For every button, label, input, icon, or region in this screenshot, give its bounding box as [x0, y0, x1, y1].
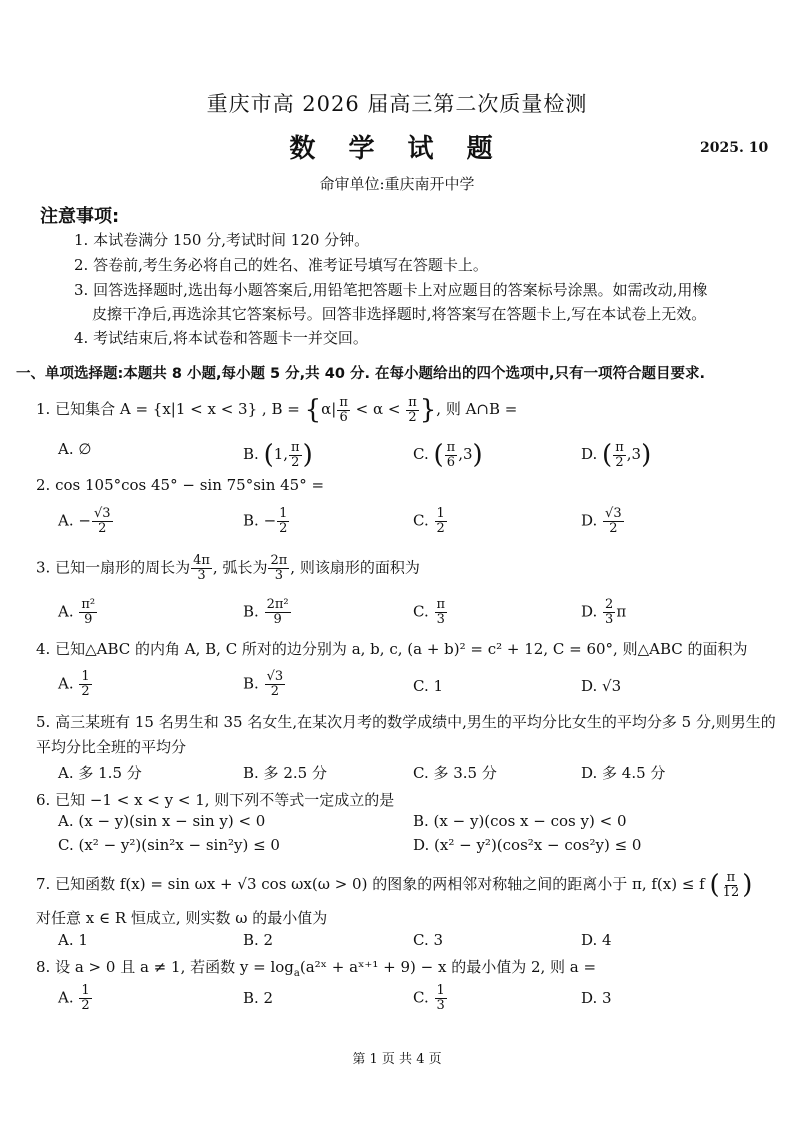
section-heading: 一、单项选择题:本题共 8 小题,每小题 5 分,共 40 分. 在每小题给出的四个选项中,只有一项符合题目要求. — [16, 366, 706, 382]
notice-item: 皮擦干净后,再选涂其它答案标号。回答非选择题时,将答案写在答题卡上,写在本试卷上无效。 — [92, 305, 707, 323]
question-5-option-a: A. 多 1.5 分 — [58, 764, 142, 782]
fraction: $\frac{√3}{2}$ — [605, 506, 622, 536]
fraction: $\frac{1}{2}$ — [81, 983, 90, 1013]
question-6-option-b: B. (x − y)(cos x − cos y) < 0 — [413, 812, 627, 830]
fraction: $\frac{\pi}{6}$ — [446, 439, 456, 470]
question-1-option-c: C. ( $\frac{\pi}{6}$ ,3) — [413, 439, 483, 470]
page-footer: 第 1 页 共 4 页 — [352, 1052, 442, 1067]
question-1-option-b: B. (1, $\frac{\pi}{2}$ ) — [243, 439, 313, 470]
question-1-option-a: A. ∅ — [58, 440, 92, 458]
fraction: $\frac{√3}{2}$ — [266, 669, 284, 699]
question-8-option-a: A. $\frac{1}{2}$ — [58, 983, 90, 1013]
question-5-option-b: B. 多 2.5 分 — [243, 764, 327, 782]
question-5-option-d: D. 多 4.5 分 — [581, 764, 666, 782]
fraction: $\frac{2}{3}$ — [605, 597, 614, 627]
fraction: $\frac{√3}{2}$ — [93, 506, 111, 536]
question-5-option-c: C. 多 3.5 分 — [413, 764, 497, 782]
question-3-option-b: B. $\frac{\text{2π²}}{9}$ — [243, 597, 289, 627]
question-8-option-b: B. 2 — [243, 989, 274, 1007]
question-6-option-c: C. (x² − y²)(sin²x − sin²y) ≤ 0 — [58, 836, 280, 854]
question-4-option-b: B. $\frac{√3}{2}$ — [243, 669, 284, 699]
question-7-option-c: C. 3 — [413, 931, 444, 949]
question-2-option-d: D. $\frac{√3}{2}$ — [581, 506, 622, 536]
fraction: $\frac{1}{3}$ — [436, 983, 445, 1013]
notice-item: 3. 回答选择题时,选出每小题答案后,用铅笔把答题卡上对应题目的答案标号涂黑。如需改动,用橡 — [74, 281, 708, 299]
notice-item: 4. 考试结束后,将本试卷和答题卡一并交回。 — [74, 329, 368, 347]
question-6-option-a: A. (x − y)(sin x − sin y) < 0 — [58, 812, 266, 830]
question-8-stem: 8. 设 a > 0 且 a ≠ 1, 若函数 $y = \log_a(a^2ˣ$ + aˣ⁺¹ + 9) − x 的最小值为 2, 则 a = — [36, 958, 597, 979]
question-3-option-a: A. $\frac{\text{π²}}{9}$ — [58, 597, 96, 627]
question-2-option-b: B. − $\frac{1}{2}$ — [243, 506, 288, 536]
question-2-option-c: C. $\frac{1}{2}$ — [413, 506, 445, 536]
question-7-option-d: D. 4 — [581, 931, 612, 949]
fraction: $\frac{\pi}{2}$ — [615, 439, 624, 470]
fraction: $\frac{\pi}{3}$ — [436, 597, 446, 627]
question-3-option-d: D. $\frac{2}{3}$ π — [581, 597, 627, 627]
question-1-option-d: D. ( $\frac{\pi}{2}$ ,3) — [581, 439, 652, 470]
question-7-option-b: B. 2 — [243, 931, 274, 949]
fraction: $\frac{4\pi}{3}$ — [193, 553, 210, 583]
fraction: $\frac{\pi}{2}$ — [408, 394, 417, 425]
exam-date: 2025. 10 — [700, 140, 769, 156]
question-3-stem: 3. 已知一扇形的周长为 $\frac{4\pi}{3}$ , 弧长为 $\frac{2\pi}{3}$ , 则该扇形的面积为 — [36, 553, 420, 583]
notice-item: 2. 答卷前,考生务必将自己的姓名、准考证号填写在答题卡上。 — [74, 256, 488, 274]
question-2-stem: 2. cos 105°cos 45° − sin 75°sin 45° = — [36, 476, 325, 494]
setter-unit: 命审单位:重庆南开中学 — [319, 175, 475, 193]
exam-title: 重庆市高 2026 届高三第二次质量检测 — [206, 92, 588, 116]
question-2-option-a: A. − $\frac{√3}{2}$ — [58, 506, 111, 536]
question-3-option-c: C. $\frac{\pi}{3}$ — [413, 597, 446, 627]
subject-title: 数 学 试 题 — [289, 134, 505, 164]
question-7-option-a: A. 1 — [58, 931, 88, 949]
question-1-stem: 1. 已知集合 A = {x|1 < x < 3} , B = {α| $\frac{\pi}{6}$ < α < $\frac{\pi}{2}$ }, 则 A∩B = — [36, 394, 518, 425]
fraction: $\frac{\text{π²}}{9}$ — [81, 597, 96, 627]
question-6-option-d: D. (x² − y²)(cos²x − cos²y) ≤ 0 — [413, 836, 642, 854]
fraction: $\frac{\text{2π²}}{9}$ — [266, 597, 289, 627]
notice-item: 1. 本试卷满分 150 分,考试时间 120 分钟。 — [74, 231, 370, 249]
fraction: $\frac{2\pi}{3}$ — [270, 553, 288, 583]
question-4-option-a: A. $\frac{1}{2}$ — [58, 669, 90, 699]
question-6-stem: 6. 已知 −1 < x < y < 1, 则下列不等式一定成立的是 — [36, 791, 395, 809]
question-4-stem: 4. 已知△ABC 的内角 A, B, C 所对的边分别为 a, b, c, (a + b)² = c² + 12, C = 60°, 则△ABC 的面积为 — [36, 640, 748, 658]
fraction: $\frac{\pi}{6}$ — [339, 394, 348, 425]
fraction: $\frac{1}{2}$ — [436, 506, 445, 536]
question-8-option-d: D. 3 — [581, 989, 612, 1007]
question-5-stem: 5. 高三某班有 15 名男生和 35 名女生,在某次月考的数学成绩中,男生的平均分比女生的平均分多 5 分,则男生的平均分比全班的平均分 — [36, 713, 776, 756]
fraction: $\frac{1}{2}$ — [279, 506, 288, 536]
fraction: $\frac{1}{2}$ — [81, 669, 90, 699]
question-8-option-c: C. $\frac{1}{3}$ — [413, 983, 445, 1013]
notice-heading: 注意事项: — [40, 206, 120, 227]
question-7-stem-continued: 对任意 x ∈ R 恒成立, 则实数 ω 的最小值为 — [36, 909, 328, 927]
question-7-stem: 7. 已知函数 f(x) = sin ωx + √3 cos ωx(ω > 0) 的图象的两相邻对称轴之间的距离小于 π, f(x) ≤ f ( $\frac{\pi}{12}$ ) — [36, 869, 753, 900]
fraction: $\frac{\pi}{12}$ — [722, 869, 740, 900]
fraction: $\frac{\pi}{2}$ — [291, 439, 300, 470]
question-4-option-d: D. √3 — [581, 677, 622, 695]
question-4-option-c: C. 1 — [413, 677, 444, 695]
